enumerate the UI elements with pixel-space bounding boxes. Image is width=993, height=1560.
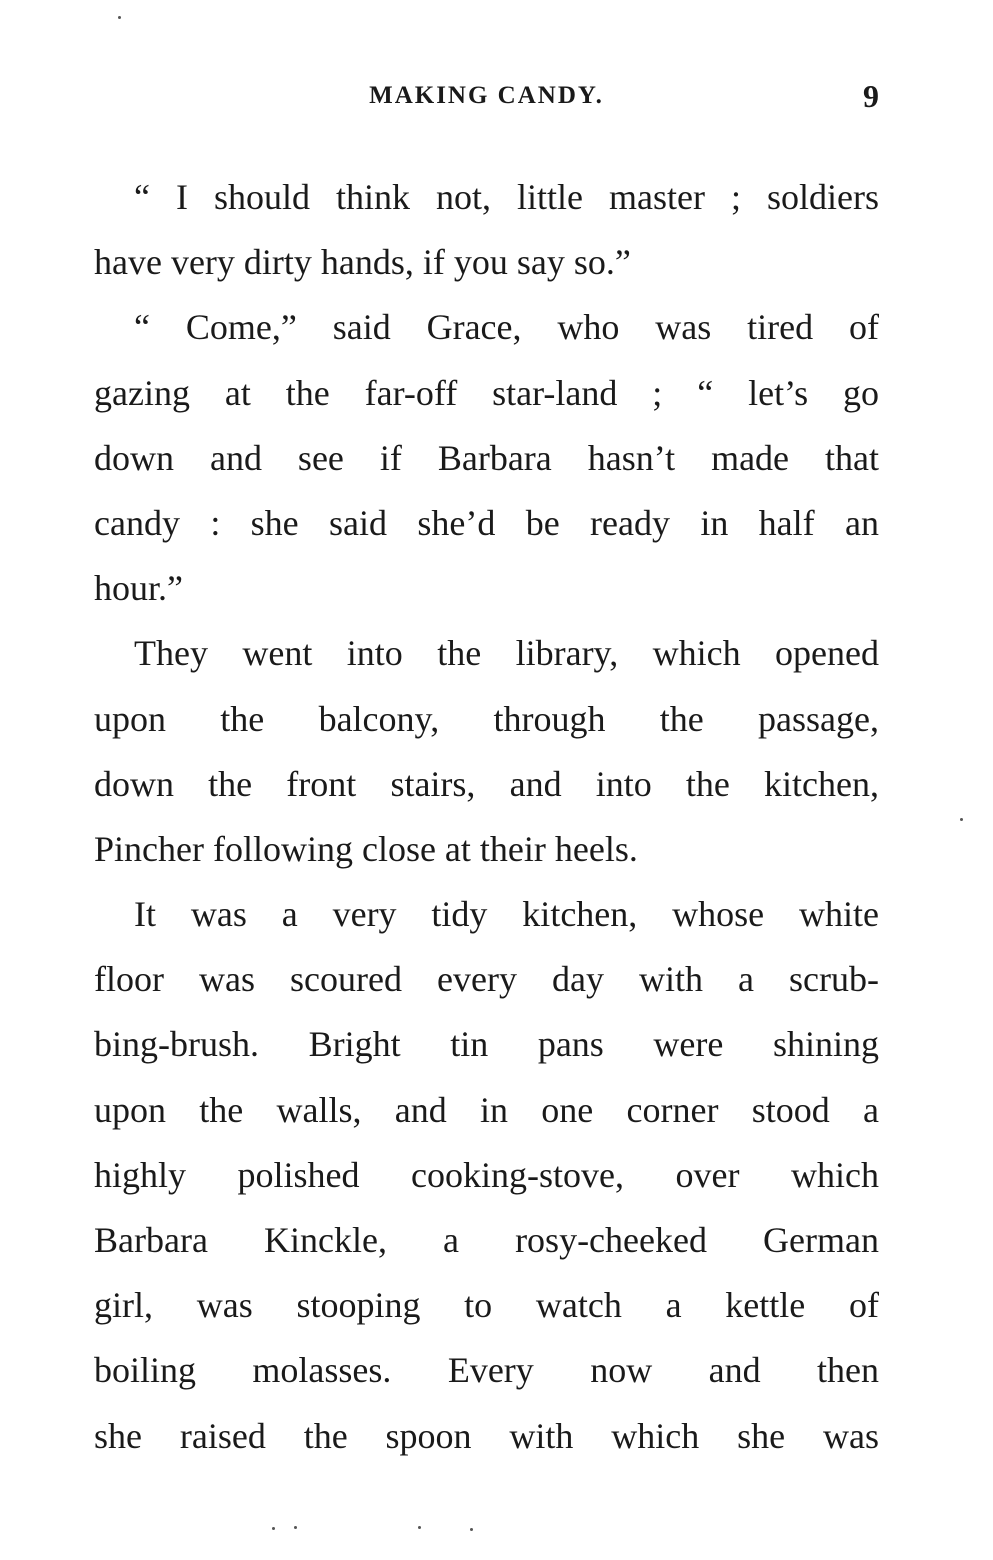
text-line: gazing at the far-off star-land ; “ let’s go [94, 372, 879, 413]
text-line: hour.” [94, 568, 183, 609]
scan-speck [470, 1528, 473, 1531]
text-line: They went into the library, which opened [134, 633, 879, 674]
running-head [94, 76, 879, 116]
scan-speck [960, 818, 963, 821]
text-line: she raised the spoon with which she was [94, 1415, 879, 1456]
text-line: “ Come,” said Grace, who was tired of [134, 307, 879, 348]
paragraph-2 [94, 295, 879, 621]
text-line: Pincher following close at their heels. [94, 828, 638, 869]
text-line: highly polished cooking-stove, over which [94, 1154, 879, 1195]
paragraph-1 [94, 165, 879, 295]
paragraph-3 [94, 621, 879, 882]
text-line: down the front stairs, and into the kitchen, [94, 763, 879, 804]
text-line: upon the walls, and in one corner stood a [94, 1089, 879, 1130]
text-line: bing-brush. Bright tin pans were shining [94, 1024, 879, 1065]
scan-speck [272, 1527, 275, 1530]
running-title: MAKING CANDY. [369, 82, 604, 109]
text-line: have very dirty hands, if you say so.” [94, 242, 631, 283]
text-line: floor was scoured every day with a scrub- [94, 959, 879, 1000]
text-line: candy : she said she’d be ready in half an [94, 502, 879, 543]
text-line: upon the balcony, through the passage, [94, 698, 879, 739]
text-line: It was a very tidy kitchen, whose white [134, 894, 879, 935]
page-number: 9 [863, 78, 879, 114]
scan-speck [294, 1526, 297, 1529]
text-line: boiling molasses. Every now and then [94, 1350, 879, 1391]
paragraph-4 [94, 882, 879, 1469]
text-line: “ I should think not, little master ; soldiers [134, 177, 879, 217]
scan-speck [418, 1526, 421, 1529]
text-line: Barbara Kinckle, a rosy-cheeked German [94, 1220, 879, 1260]
text-line: girl, was stooping to watch a kettle of [94, 1285, 879, 1326]
body-text [94, 165, 879, 1469]
scan-speck [118, 16, 121, 19]
text-line: down and see if Barbara hasn’t made that [94, 437, 879, 478]
